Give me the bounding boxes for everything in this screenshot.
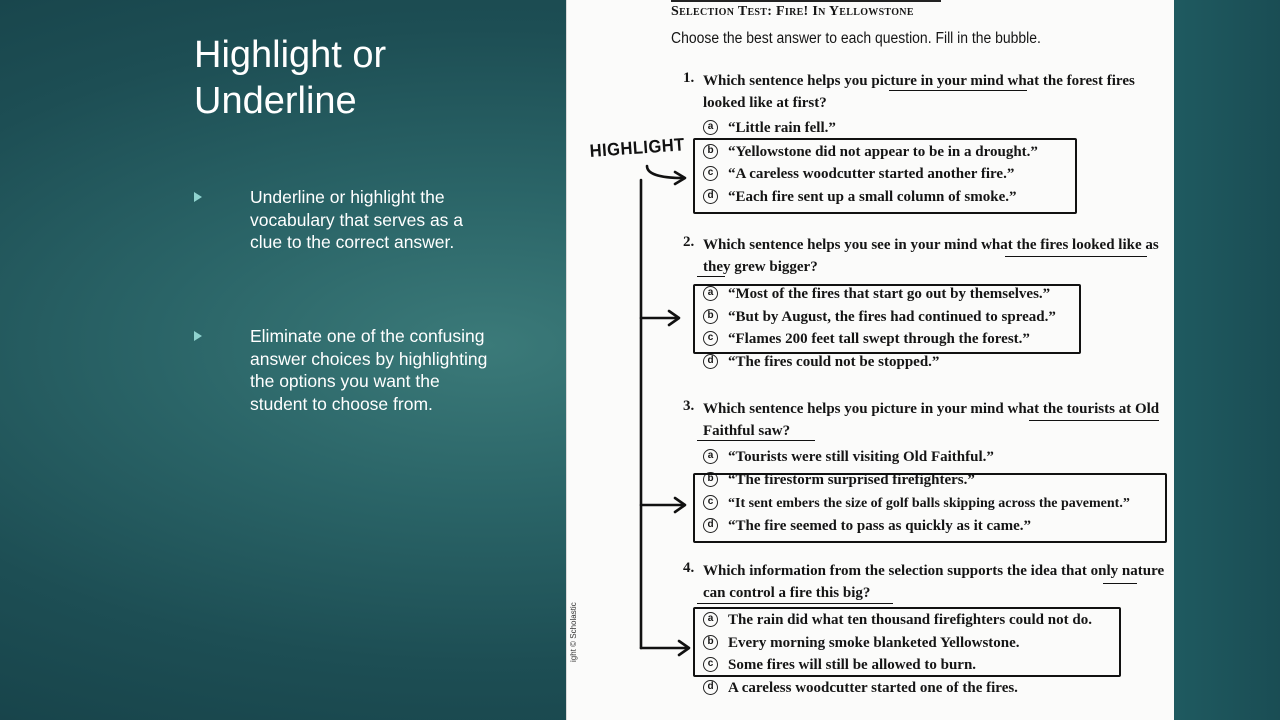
question-number: 4. xyxy=(683,560,695,576)
answer-option: d “Each fire sent up a small column of smoke.” xyxy=(703,189,1016,206)
right-decorative-band xyxy=(1174,0,1280,720)
question-number: 2. xyxy=(683,234,695,250)
answer-option: c “A careless woodcutter started another fire.” xyxy=(703,166,1014,183)
answer-option: d “The fire seemed to pass as quickly as it came.” xyxy=(703,518,1031,535)
triangle-bullet-icon xyxy=(194,192,202,202)
copyright-credit: ight © Scholastic xyxy=(569,602,578,662)
question-number: 3. xyxy=(683,398,695,414)
bullet-text: Underline or highlight the vocabulary that serves as a clue to the correct answer. xyxy=(250,187,464,253)
answer-option: b Every morning smoke blanketed Yellowstone. xyxy=(703,635,1020,652)
answer-option: c Some fires will still be allowed to burn. xyxy=(703,657,976,674)
answer-option: b “Yellowstone did not appear to be in a drought.” xyxy=(703,144,1038,161)
arrow-annotations xyxy=(567,0,1175,720)
answer-option: c “Flames 200 feet tall swept through the forest.” xyxy=(703,331,1030,348)
answer-option: d “The fires could not be stopped.” xyxy=(703,354,939,371)
answer-option: d A careless woodcutter started one of the fires. xyxy=(703,680,1018,697)
answer-option: b “The firestorm surprised firefighters.” xyxy=(703,472,975,489)
question-stem: Which information from the selection supports the idea that only nature can control a fire this big? xyxy=(703,563,1165,601)
answer-option: b “But by August, the fires had continued to spread.” xyxy=(703,309,1056,326)
answer-option: a “Tourists were still visiting Old Faithful.” xyxy=(703,449,994,466)
slide-title: Highlight or Underline xyxy=(194,34,387,122)
answer-option: a The rain did what ten thousand firefighters could not do. xyxy=(703,612,1092,629)
bullet-text: Eliminate one of the confusing answer choices by highlighting the options you want the student to choose from. xyxy=(250,326,488,415)
arrow-q1 xyxy=(647,166,683,178)
question-stem: Which sentence helps you picture in your mind what the forest fires looked like at first? xyxy=(703,73,1135,111)
answer-option: c “It sent embers the size of golf balls skipping across the pavement.” xyxy=(703,495,1130,512)
answer-option: a “Little rain fell.” xyxy=(703,120,836,137)
question-number: 1. xyxy=(683,70,695,86)
question-stem: Which sentence helps you picture in your mind what the tourists at Old Faithful saw? xyxy=(703,401,1160,439)
question-stem: Which sentence helps you see in your mind what the fires looked like as they grew bigger? xyxy=(703,237,1159,275)
triangle-bullet-icon xyxy=(194,331,202,341)
worksheet-image xyxy=(566,0,1174,720)
worksheet-instructions: Choose the best answer to each question. Fill in the bubble. xyxy=(671,30,1041,47)
highlight-annotation: HIGHLIGHT xyxy=(589,134,686,161)
answer-option: a “Most of the fires that start go out by themselves.” xyxy=(703,286,1050,303)
worksheet-title: Selection Test: Fire! In Yellowstone xyxy=(671,4,914,19)
